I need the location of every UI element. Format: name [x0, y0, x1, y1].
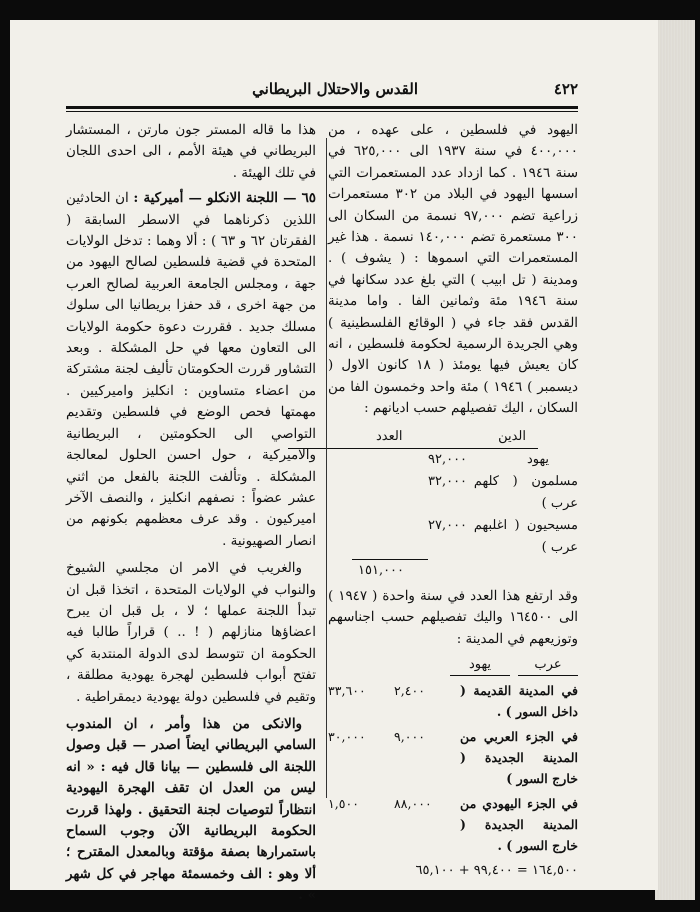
district-name: في الجزء العربي من المدينة الجديدة ( خارج السور )	[460, 729, 578, 787]
jews-count: ٩,٠٠٠	[394, 729, 426, 745]
column-header-religion: الدين	[498, 428, 526, 444]
table-total: ١٥١,٠٠٠	[352, 559, 428, 582]
page-number: ٤٢٢	[553, 80, 578, 98]
table-row	[328, 449, 578, 471]
paragraph: ان الحادثين اللذين ذكرناهما في الاسطر السابقة ( الفقرتان ٦٢ و ٦٣ ) : ألا وهما : تدخل الولايات المتحدة في قضية فلسطين لصالح اليهود من جهة ، ومجلس الجامعة العربية لصالح العرب من جهة اخرى ، قد حفزا بريطانيا الى سلوك مسلك جديد . فقررت دعوة حكومة الولايات الى التعاون معها في حل المشكلة . وبعد التشاور قررت الحكومتان تأليف لجنة مشتركة من اعضاء متساوين : انكليز واميركيين . مهمتها فحص الوضع في فلسطين وتقديم التواصي الى الحكومتين ، البريطانية والاميركية ، حول احسن الحلول لمعالجة المشكلة . وتألفت اللجنة بالفعل من اثني عشر عضواً : نصفهم انكليز ، والنصف الآخر اميركيون . وقد عرف معظمهم بكونهم من انصار الصهيونية .	[66, 191, 316, 549]
row-number: ٩٢,٠٠٠	[428, 451, 468, 467]
paragraph: وقد ارتفع هذا العدد في سنة واحدة ( ١٩٤٧ ) الى ١٦٤٥٠٠ واليك تفصيلهم حسب اجناسهم وتوزيعهم في المدينة :	[328, 588, 578, 647]
column-header-number: العدد	[376, 428, 403, 444]
district-name: في الجزء اليهودي من المدينة الجديدة ( خارج السور ) .	[460, 796, 578, 854]
left-column	[66, 120, 316, 907]
paragraph: والغريب في الامر ان مجلسي الشيوخ والنواب في الولايات المتحدة ، اتخذا قبل ان تبدأ اللجنة عملها ؛ لا ، بل قبل ان يبرح اعضاؤها منازلهم ( ! .. ) قراراً طالبا فيه الحكومة ان تتوسط لدى الدولة المنتدبة كي تفتح أبواب فلسطين لهجرة يهودية مطلقة ، وتقيم في فلسطين دولة يهودية ديمقراطية .	[66, 561, 316, 705]
column-header-arabs: عرب	[518, 654, 578, 676]
population-by-religion-table	[328, 426, 578, 582]
arabs-count: ٣٣,٦٠٠	[328, 683, 366, 699]
totals-formula: ١٦٤,٥٠٠ = ٩٩,٤٠٠ + ٦٥,١٠٠	[415, 863, 578, 879]
header-rule-thin	[66, 111, 578, 112]
paragraph: هذا ما قاله المستر جون مارتن ، المستشار البريطاني في هيئة الأمم ، الى احدى اللجان في تلك الهيئة .	[66, 123, 316, 181]
paragraph: اليهود في فلسطين ، على عهده ، من ٤٠٠,٠٠٠ في سنة ١٩٣٧ الى ٦٢٥,٠٠٠ في سنة ١٩٤٦ . كما ازداد عدد المستعمرات التي اسسها اليهود في البلاد من ٣٠٢ مستعمرات زراعية تضم ٩٧,٠٠٠ نسمة من السكان الى ٣٠٠ مستعمرة تضم ١٤٠,٠٠٠ نسمة . هذا غير المستعمرات التي اسموها : ( يشوف ) . ومدينة ( تل ابيب ) التي بلغ عدد سكانها في سنة ١٩٤٦ مئة وثمانين الفا . واما مدينة القدس فقد جاء في ( الوقائع الفلسطينية ) وهي الجريدة الرسمية لحكومة فلسطين ، انه كان يعيش فيها يومئذ ( ١٨ كانون الاول ( ديسمبر ) ١٩٤٦ ) مئة واحد وخمسون الفا من السكان ، اليك تفصيلهم حسب اديانهم :	[328, 123, 578, 417]
table-row	[328, 471, 578, 515]
section-heading: ٦٥ — اللجنة الانكلو — أميركية :	[133, 190, 316, 207]
arabs-count: ٣٠,٠٠٠	[328, 729, 366, 745]
row-number: ٣٢,٠٠٠	[428, 473, 468, 489]
book-page	[10, 20, 658, 904]
distribution-row	[328, 680, 578, 722]
paragraph: والانكى من هذا وأمر ، ان المندوب السامي البريطاني ايضاً اصدر — قبل وصول اللجنة الى فلسطين — بيانا قال فيه : « انه ليس من العدل ان تقف الهجرة اليهودية انتظاراً لتوصيات لجنة التحقيق . ولهذا قررت الحكومة البريطانية الآن وجوب السماح باستمرارها بصفة مؤقتة وبالمعدل المقترح ؛ ألا وهو : الف وخمسمئة مهاجر في كل شهر » .	[66, 715, 316, 904]
distribution-row	[328, 726, 578, 789]
table-row	[328, 515, 578, 559]
distribution-header	[328, 654, 578, 676]
row-label: مسلمون ( كلهم عرب )	[473, 473, 578, 511]
running-title: القدس والاحتلال البريطاني	[252, 80, 418, 98]
header-rule	[66, 106, 578, 109]
page-edges	[655, 20, 695, 900]
district-name: في المدينة القديمة ( داخل السور ) .	[460, 683, 578, 720]
jews-count: ٨٨,٠٠٠	[394, 796, 432, 812]
row-label: مسيحيون ( اغلبهم عرب )	[473, 517, 578, 555]
distribution-row	[328, 793, 578, 856]
jews-count: ٢,٤٠٠	[394, 683, 426, 699]
arabs-count: ١,٥٠٠	[328, 796, 360, 812]
column-header-jews: يهود	[450, 654, 510, 676]
right-column	[328, 120, 578, 882]
row-label: يهود	[526, 451, 550, 467]
column-divider	[326, 138, 327, 798]
row-number: ٢٧,٠٠٠	[428, 517, 468, 533]
